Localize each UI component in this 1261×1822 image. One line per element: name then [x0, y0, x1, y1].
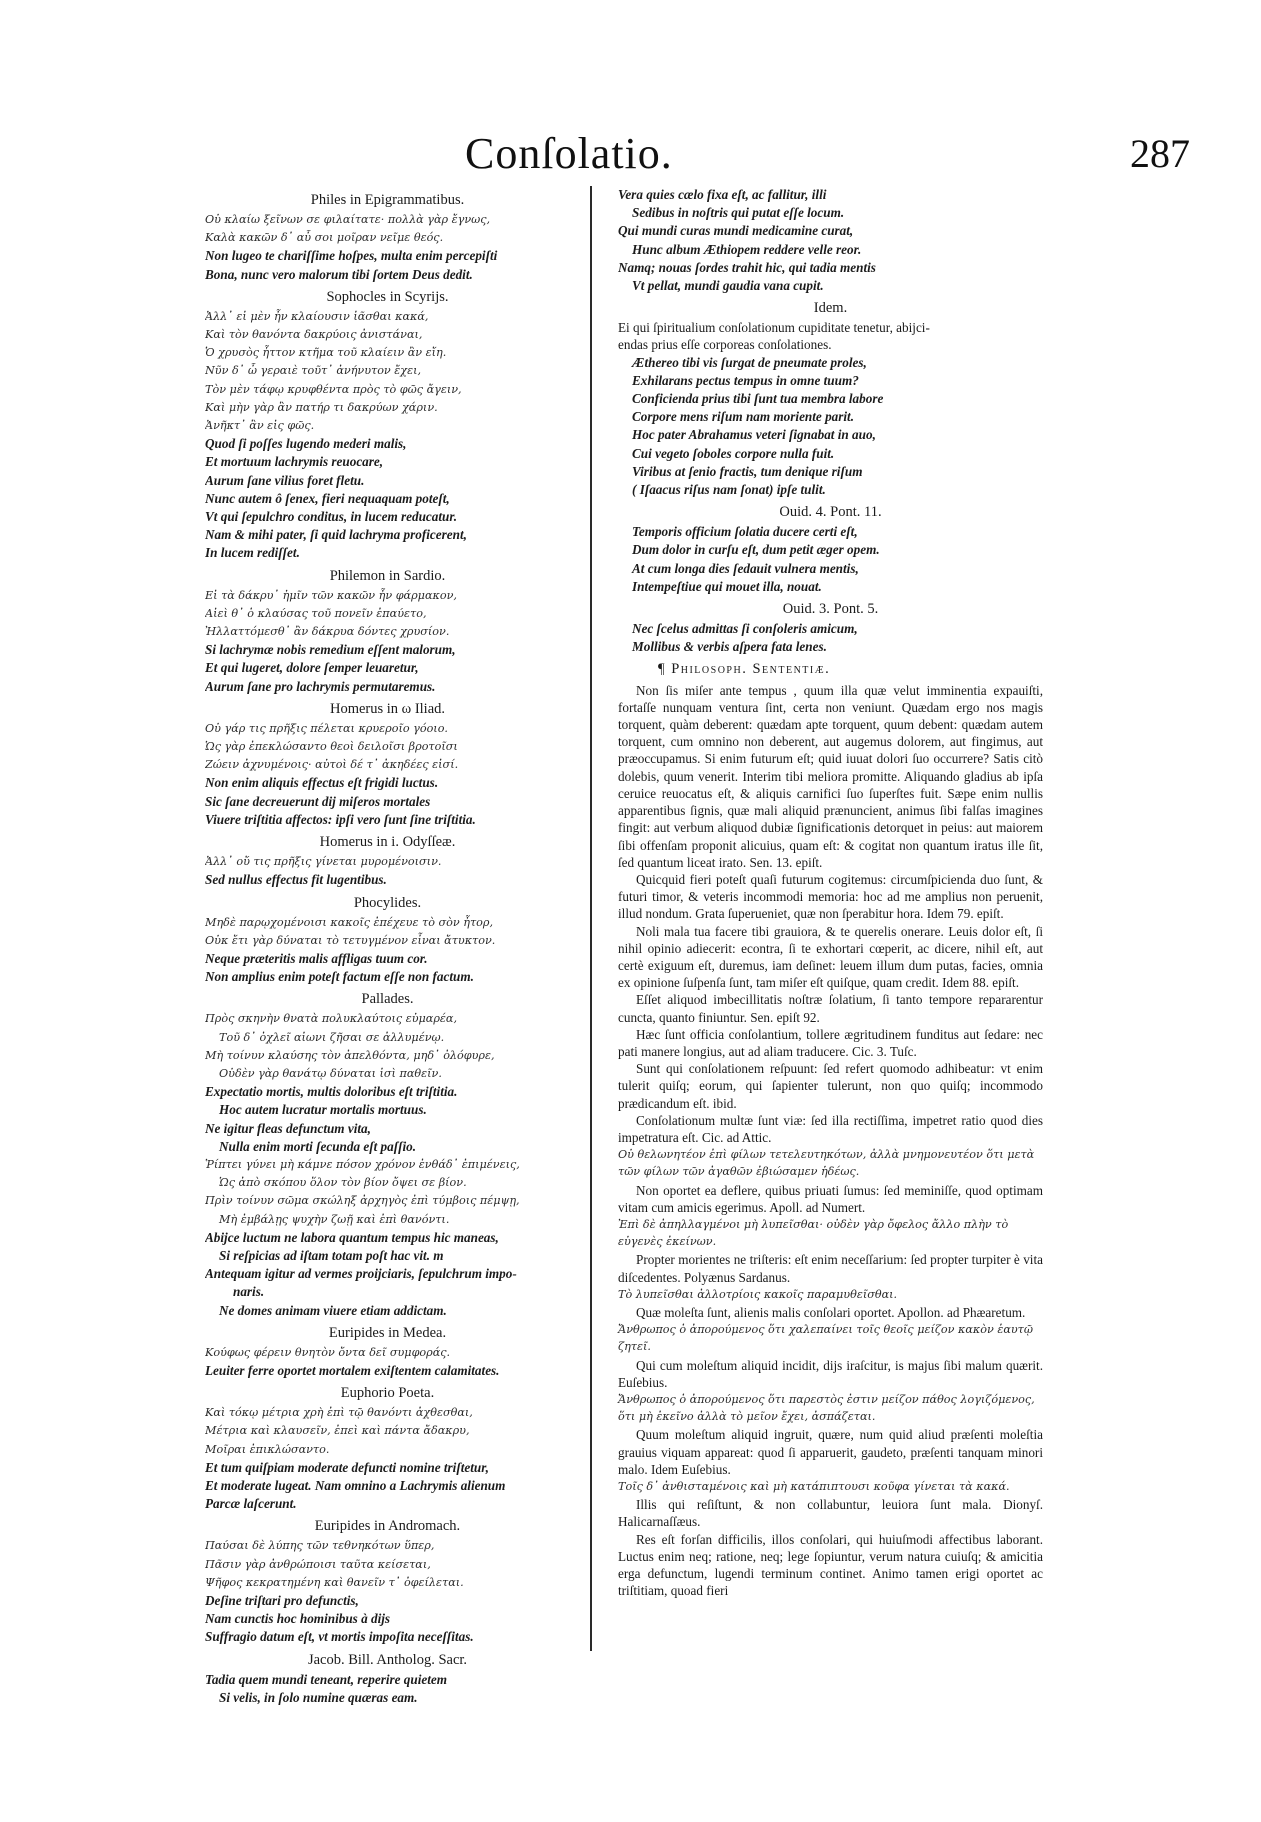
- paragraph: Qui cum moleſtum aliquid incidit, dijs iraſcitur, is majus ſibi malum quærit. Euſebius.: [618, 1357, 1043, 1390]
- latin-verse-line: Non amplius enim poteſt factum eſſe non factum.: [205, 969, 474, 985]
- latin-verse-line: Parcæ laſcerunt.: [205, 1496, 297, 1512]
- latin-verse-line: Nunc autem ô ſenex, fieri nequaquam poteſt,: [205, 490, 450, 506]
- latin-verse-line: Et tum quiſpiam moderate defuncti nomine triſtetur,: [205, 1459, 489, 1475]
- latin-verse-line: Antequam igitur ad vermes proijciaris, ſepulchrum impo-: [205, 1266, 517, 1282]
- latin-verse-line: At cum longa dies ſedauit vulnera mentis,: [632, 560, 859, 576]
- column-rule: [590, 186, 592, 1651]
- latin-verse-line: Nulla enim morti ſecunda eſt paſſio.: [219, 1138, 417, 1154]
- latin-verse-line: Hunc album Æthiopem reddere velle reor.: [632, 241, 862, 257]
- latin-verse-line: In lucem rediſſet.: [205, 545, 300, 561]
- latin-verse-line: Mollibus & verbis aſpera fata lenes.: [632, 639, 827, 655]
- latin-verse-line: Et moderate lugeat. Nam omnino a Lachrymis alienum: [205, 1477, 506, 1493]
- paragraph: Res eſt forſan difficilis, illos conſolari, qui huiuſmodi affectibus laborant. Luctus enim neq; ratione, neq; lege ſopiuntur, verum natura cuiuſq; & amicitia erga defunctum, lugendi terminum continet. Animo tamen erigi oportet ac triſtitiam, quoad fieri: [618, 1531, 1043, 1599]
- latin-verse-line: Viribus at ſenio fractis, tum denique riſum: [632, 463, 863, 479]
- latin-verse-line: Temporis officium ſolatia ducere certi eſt,: [632, 524, 858, 540]
- page-number: 287: [1130, 131, 1190, 176]
- latin-verse-line: Sed nullus effectus fit lugentibus.: [205, 872, 387, 888]
- greek-verse-line: Οὐ θελωνητέον ἐπὶ φίλων τετελευτηκότων, ἀλλὰ μνημονευτέον ὅτι μετὰ τῶν φίλων τῶν ἀγαθῶν ἐβιώσαμεν ἡδέως.: [618, 1148, 1035, 1179]
- latin-verse-line: Sic ſane decreuerunt dij miſeros mortales: [205, 793, 431, 809]
- greek-verse-line: Τοῖς δ᾽ ἀνθισταμένοις καὶ μὴ κατάπιπτουσι κοῦφα γίνεται τὰ κακά.: [618, 1480, 1010, 1494]
- latin-verse-line: Si velis, in ſolo numine quæras eam.: [219, 1689, 418, 1705]
- running-head: [0, 128, 1261, 188]
- paragraph: Non oportet ea deflere, quibus priuati ſumus: ſed meminiſſe, quod optimam vitam cum amicis egerimus. Apoll. ad Numert.: [618, 1182, 1043, 1215]
- greek-verse-line: Αἰεὶ θ᾽ ὁ κλαύσας τοῦ πονεῖν ἐπαύετο,: [205, 606, 427, 620]
- greek-verse-line: Ἄνθρωπος ὁ ἀπορούμενος ὅτι παρεστὸς ἐστιν μείζον πάθος λογιζόμενος, ὅτι μὴ ἐκεῖνο ἀλλὰ τὸ μεῖον ἔχει, ἀσπάζεται.: [618, 1393, 1035, 1424]
- section-heading: Euripides in Medea.: [328, 1324, 447, 1341]
- greek-verse-line: Τὸ λυπεῖσθαι ἀλλοτρίοις κακοῖς παραμυθεῖσθαι.: [618, 1287, 898, 1301]
- greek-verse-line: Ἄνθρωπος ὁ ἀπορούμενος ὅτι χαλεπαίνει τοῖς θεοῖς μείζον κακὸν ἑαυτῷ ζητεῖ.: [618, 1323, 1033, 1354]
- latin-verse-line: ( Iſaacus riſus nam ſonat) ipſe tulit.: [632, 482, 826, 498]
- latin-verse-line: naris.: [233, 1284, 265, 1300]
- paragraph: Quicquid fieri poteſt quaſi futurum cogitemus: circumſpicienda duo ſunt, & futuri timor, & veteris incommodi memoria: hoc ad me amplius non peruenit, illud nondum. Grata ſuperueniet, quæ non ſperabitur hora. Idem 79. epiſt.: [618, 871, 1043, 922]
- greek-verse-line: Πρὸς σκηνὴν θνατὰ πολυκλαύτοις εὐμαρέα,: [205, 1012, 458, 1026]
- paragraph: Illis qui reſiſtunt, & non collabuntur, leuiora ſunt mala. Dionyſ. Halicarnaſſæus.: [618, 1497, 1043, 1530]
- greek-verse-line: Ὁ χρυσὸς ἧττον κτῆμα τοῦ κλαίειν ἂν εἴη.: [205, 346, 447, 360]
- paragraph: Eſſet aliquod imbecillitatis noſtræ ſolatium, ſi tanto tempore repararentur cuncta, quanto finiuntur. Sen. epiſt 92.: [618, 992, 1043, 1025]
- latin-verse-line: Viuere triſtitia affectos: ipſi vero ſunt ſine triſtitia.: [205, 811, 476, 827]
- greek-verse-line: Πᾶσιν γὰρ ἀνθρώποισι ταῦτα κείσεται,: [205, 1557, 431, 1571]
- greek-verse-line: Καὶ μὴν γὰρ ἂν πατήρ τι δακρύων χάριν.: [205, 400, 438, 414]
- greek-verse-line: Ἀλλ᾽ οὔ τις πρῆξις γίνεται μυρομένοισιν.: [205, 855, 442, 869]
- latin-verse-line: Non enim aliquis effectus eſt frigidi luctus.: [205, 775, 439, 791]
- greek-verse-line: Ἐπὶ δὲ ἀπηλλαγμένοι μὴ λυπεῖσθαι· οὐδὲν γὰρ ὄφελος ἄλλο πλὴν τὸ εὐγενὲς ἐκείνων.: [618, 1217, 1009, 1249]
- left-column: [205, 186, 570, 1707]
- greek-verse-line: Μέτρια καὶ κλαυσεῖν, ἐπεὶ καὶ πάντα ἄδακρυ,: [205, 1424, 470, 1438]
- latin-verse-line: Ne domes animam viuere etiam addictam.: [219, 1302, 447, 1318]
- greek-verse-line: Καὶ τόκῳ μέτρια χρὴ ἐπὶ τῷ θανόντι ἀχθεσθαι,: [205, 1406, 473, 1420]
- latin-verse-line: Exhilarans pectus tempus in omne tuum?: [632, 372, 859, 388]
- latin-verse-line: Hoc autem lucratur mortalis mortuus.: [219, 1102, 427, 1118]
- prose-line: Ei qui ſpiritualium conſolationum cupiditate tenetur, abijci-: [618, 320, 930, 336]
- latin-verse-line: Nam & mihi pater, ſi quid lachryma proficerent,: [205, 527, 467, 543]
- greek-verse-line: Ὡς γὰρ ἐπεκλώσαντο θεοὶ δειλοῖσι βροτοῖσι: [205, 740, 458, 754]
- latin-verse-line: Corpore mens riſum nam moriente parit.: [632, 409, 855, 425]
- section-heading: Pallades.: [361, 991, 414, 1008]
- greek-verse-line: Μὴ ἐμβάλῃς ψυχὴν ζωῇ καὶ ἐπὶ θανόντι.: [219, 1212, 450, 1226]
- greek-verse-line: Ἀνῆκτ᾽ ἂν εἰς φῶς.: [205, 419, 315, 433]
- greek-verse-line: Ἀλλ᾽ εἰ μὲν ἦν κλαίουσιν ἰᾶσθαι κακά,: [205, 309, 429, 323]
- greek-verse-line: Ῥίπτει γύνει μὴ κάμνε πόσον χρόνον ἐνθάδ᾽ ἐπιμένεις,: [205, 1157, 520, 1171]
- greek-verse-line: Τοῦ δ᾽ ὀχλεῖ αἰωνι ζῆσαι σε ἀλλυμένῳ.: [219, 1030, 445, 1044]
- paragraph: Quæ moleſta ſunt, alienis malis conſolari oportet. Apollon. ad Phæaretum.: [636, 1304, 1026, 1320]
- latin-verse-line: Tadia quem mundi teneant, reperire quietem: [205, 1671, 448, 1687]
- latin-verse-line: Vt pellat, mundi gaudia vana cupit.: [632, 278, 824, 294]
- latin-verse-line: Expectatio mortis, multis doloribus eſt triſtitia.: [205, 1084, 458, 1100]
- paragraph: Hæc ſunt officia conſolantium, tollere ægritudinem funditus aut ſedare: nec pati manere longius, aut ad aliam traducere. Cic. 3. Tuſc.: [618, 1026, 1043, 1059]
- greek-verse-line: Τὸν μὲν τάφῳ κρυφθέντα πρὸς τὸ φῶς ἄγειν,: [205, 382, 462, 396]
- latin-verse-line: Hoc pater Abrahamus veteri ſignabat in auo,: [632, 427, 876, 443]
- section-heading: Phocylides.: [353, 894, 422, 911]
- page-title: Conſolatio.: [465, 129, 673, 178]
- greek-verse-line: Ὡς ἀπὸ σκόπου ὅλον τὸν βίον ὄψει σε βίον.: [219, 1176, 467, 1190]
- section-heading: Ouid. 3. Pont. 5.: [782, 601, 879, 618]
- section-heading: Sophocles in Scyrijs.: [326, 288, 449, 305]
- greek-verse-line: Κούφως φέρειν θνητὸν ὄντα δεῖ συμφοράς.: [205, 1345, 451, 1359]
- latin-verse-line: Quod ſi poſſes lugendo mederi malis,: [205, 436, 407, 452]
- greek-verse-line: Νῦν δ᾽ ὦ γεραιὲ τοῦτ᾽ ἀνήνυτον ἔχει,: [205, 364, 422, 378]
- latin-verse-line: Dum dolor in curſu eſt, dum petit æger opem.: [632, 542, 880, 558]
- paragraph: Non ſis miſer ante tempus , quum illa quæ velut imminentia expauiſti, fortaſſe nunquam ventura ſint, certa non veniunt. Quædam ergo nos magis torquent, quàm deberent: quædam apte torquent, quum debent: quædam autem torquent, cum omnino non deberent, aut augemus dolorem, aut fingimus, aut præoccupamus. Si enim futurum eſt; quid iuuat dolori ſuo occurrere? Satis citò dolebis, quum venerit. Interim tibi meliora promitte. Aliquando gladius ab ipſa ceruice reuocatus eſt, & aliquis carnifici ſuo ſuperſtes fuit. Sæpe enim nullis apparentibus ſignis, quæ mali aliquid prænuncient, animus ſibi falſas imagines fingit: aut verbum aliquod dubiæ ſignificationis detorquet in peius: aut maiorem ſibi offenſam proponit alicuius, quam eſt: & cogitat non quantum iratus ille ſit, ſed quantum liceat irato. Sen. 13. epiſt.: [618, 682, 1043, 870]
- latin-verse-line: Bona, nunc vero malorum tibi ſortem Deus dedit.: [205, 266, 473, 282]
- latin-verse-line: Abijce luctum ne labora quantum tempus hic maneas,: [205, 1229, 499, 1245]
- latin-verse-line: Et mortuum lachrymis reuocare,: [205, 454, 384, 470]
- latin-verse-line: Neque præteritis malis affligas tuum cor.: [205, 950, 428, 966]
- latin-verse-line: Cui vegeto ſoboles corpore nulla fuit.: [632, 445, 835, 461]
- greek-verse-line: Μὴ τοίνυν κλαύσης τὸν ἀπελθόντα, μηδ᾽ ὀλόφυρε,: [205, 1048, 495, 1062]
- latin-verse-line: Nam cunctis hoc hominibus à dijs: [205, 1611, 391, 1627]
- latin-verse-line: Aurum ſane vilius foret fletu.: [205, 472, 365, 488]
- greek-verse-line: Οὐδὲν γὰρ θανάτῳ δύναται ἰσὶ παθεῖν.: [219, 1066, 442, 1080]
- latin-verse-line: Intempeſtiue qui mouet illa, nouat.: [632, 578, 822, 594]
- paragraph: Quum moleſtum aliquid ingruit, quære, num quid aliud præſenti moleſtia grauius viquam appareat: quod ſi apparuerit, gaudeto, præſenti tanquam minori malo. Idem Euſebius.: [618, 1427, 1043, 1477]
- latin-verse-line: Si lachrymæ nobis remedium eſſent malorum,: [205, 642, 456, 658]
- section-heading: Philes in Epigrammatibus.: [310, 192, 465, 208]
- latin-verse-line: Non lugeo te chariſſime hoſpes, multa enim percepiſti: [205, 248, 498, 264]
- latin-verse-line: Qui mundi curas mundi medicamine curat,: [618, 223, 854, 239]
- greek-verse-line: Μοῖραι ἐπικλώσαντο.: [205, 1442, 330, 1456]
- section-heading: Homerus in i. Odyſſeæ.: [319, 834, 456, 851]
- latin-verse-line: Conficienda prius tibi ſunt tua membra labore: [632, 391, 884, 407]
- paragraph: Sunt qui conſolationem reſpuunt: ſed refert quomodo adhibeatur: vt enim tulerit quiſq; eorum, qui ſapienter tulerunt, non quo quiſq; incommodo prædicandum eſt. ibid.: [618, 1061, 1043, 1111]
- paragraph: Propter morientes ne triſteris: eſt enim neceſſarium: ſed propter turpiter è vita diſcedentes. Polyænus Sardanus.: [618, 1252, 1043, 1285]
- latin-verse-line: Namq; nouas ſordes trahit hic, qui tadia mentis: [618, 259, 876, 275]
- section-heading: Ouid. 4. Pont. 11.: [779, 504, 882, 521]
- latin-verse-line: Nec ſcelus admittas ſi conſoleris amicum,: [632, 621, 858, 637]
- greek-verse-line: Παύσαι δὲ λύπης τῶν τεθνηκότων ὕπερ,: [205, 1539, 435, 1553]
- prose-line: endas prius eſſe corporeas conſolationes.: [618, 337, 832, 353]
- latin-verse-line: Vera quies cælo fixa eſt, ac fallitur, illi: [618, 187, 827, 202]
- greek-verse-line: Οὐ κλαίω ξεῖνων σε φιλαίτατε· πολλὰ γὰρ ἔγνως,: [205, 213, 491, 226]
- section-title: ¶ Philosoph. Sententiæ.: [658, 661, 831, 678]
- greek-verse-line: Πρὶν τοίνυν σῶμα σκώληξ ἀρχηγὸς ἐπὶ τύμβοις πέμψῃ,: [205, 1194, 520, 1208]
- right-column: [618, 186, 1043, 1599]
- greek-verse-line: Οὐκ ἔτι γὰρ δύναται τὸ τετυγμένον εἶναι ἄτυκτον.: [205, 933, 496, 947]
- latin-verse-line: Leuiter ferre oportet mortalem exiſtentem calamitates.: [205, 1362, 500, 1378]
- greek-verse-line: Ψῆφος κεκρατημένη καὶ θανεῖν τ᾽ ὀφείλεται.: [205, 1575, 464, 1589]
- latin-verse-line: Et qui lugeret, dolore ſemper leuaretur,: [205, 660, 419, 676]
- greek-verse-line: Ζώειν ἀχνυμένοις· αὐτοὶ δέ τ᾽ ἀκηδέες εἰσί.: [205, 758, 459, 772]
- latin-verse-line: Aurum ſane pro lachrymis permutaremus.: [205, 678, 436, 694]
- latin-verse-line: Si reſpicias ad iſtam totam poſt hac vit. m: [219, 1247, 444, 1263]
- section-heading: Euripides in Andromach.: [314, 1518, 461, 1535]
- paragraph: Conſolationum multæ ſunt viæ: ſed illa rectiſſima, impetret ratio quod dies impetratura eſt. Cic. ad Attic.: [618, 1112, 1043, 1145]
- section-heading: Idem.: [813, 300, 848, 317]
- latin-verse-line: Vt qui ſepulchro conditus, in lucem reducatur.: [205, 509, 458, 525]
- greek-verse-line: Εἰ τὰ δάκρυ᾽ ἡμῖν τῶν κακῶν ἦν φάρμακον,: [205, 588, 457, 602]
- latin-verse-line: Deſine triſtari pro defunctis,: [205, 1593, 359, 1608]
- section-heading: Euphorio Poeta.: [340, 1385, 435, 1402]
- latin-verse-line: Suffragio datum eſt, vt mortis impoſita neceſſitas.: [205, 1629, 474, 1645]
- latin-verse-line: Sedibus in noſtris qui putat eſſe locum.: [632, 205, 845, 221]
- greek-verse-line: Ἠλλαττόμεσθ᾽ ἂν δάκρυα δόντες χρυσίον.: [205, 625, 450, 639]
- latin-verse-line: Ne igitur fleas defunctum vita,: [205, 1120, 371, 1136]
- latin-verse-line: Æthereo tibi vis ſurgat de pneumate proles,: [632, 354, 867, 370]
- section-heading: Jacob. Bill. Antholog. Sacr.: [307, 1651, 468, 1668]
- greek-verse-line: Οὐ γάρ τις πρῆξις πέλεται κρυεροῖο γόοιο.: [205, 721, 448, 735]
- greek-verse-line: Καλὰ κακῶν δ᾽ αὖ σοι μοῖραν νεῖμε θεός.: [205, 231, 444, 245]
- section-heading: Philemon in Sardio.: [329, 567, 446, 584]
- greek-verse-line: Μηδὲ παρῳχομένοισι κακοῖς ἐπέχευε τὸ σὸν ἦτορ,: [205, 915, 493, 929]
- paragraph: Noli mala tua facere tibi grauiora, & te querelis onerare. Leuis dolor eſt, ſi nihil opinio adiecerit: econtra, ſi te exhortari cœperit, ac dicere, nihil eſt, aut certè exiguum eſt, duremus, iam deſinet: leuem illum dum putas, facies, omnia ex opinione ſuſpenſa ſunt, tam miſer eſt quiſque, quam credit. Idem 88. epiſt.: [618, 923, 1043, 991]
- greek-verse-line: Καὶ τὸν θανόντα δακρύοις ἀνιστάναι,: [205, 328, 423, 342]
- section-heading: Homerus in ω Iliad.: [329, 700, 446, 717]
